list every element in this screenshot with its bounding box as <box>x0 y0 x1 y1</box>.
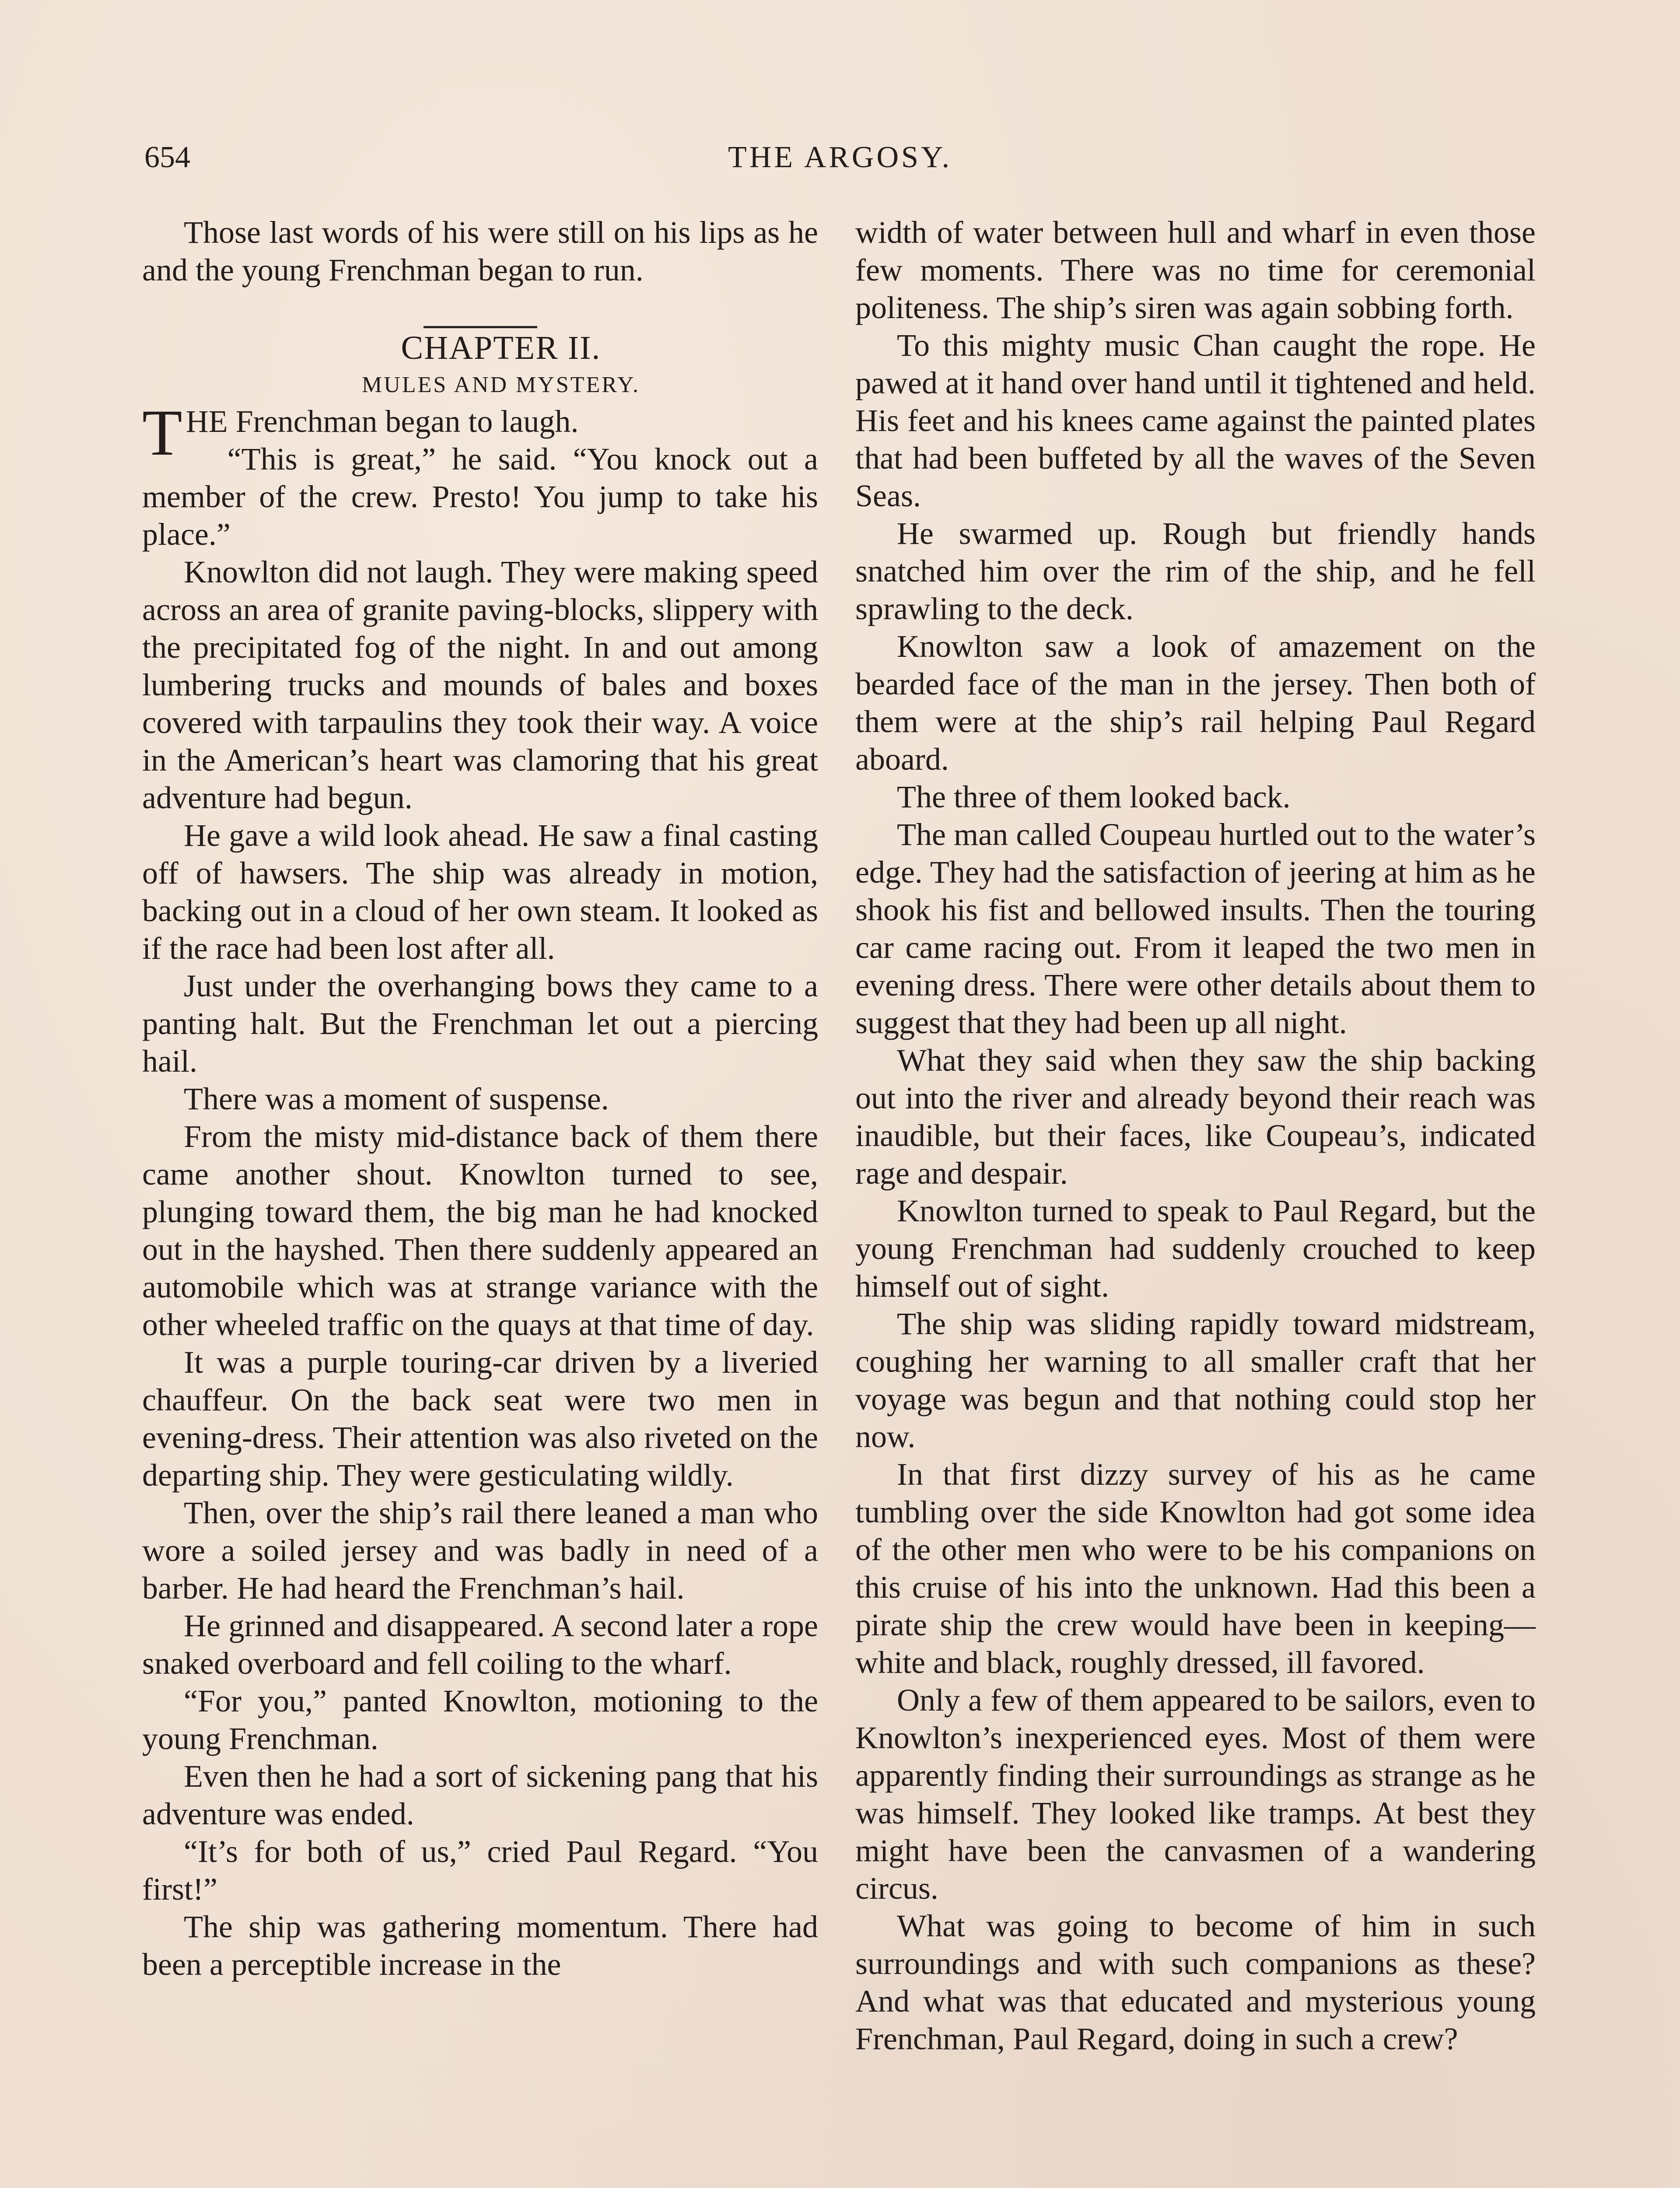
paragraph: The ship was sliding rapidly toward midstream, coughing her warning to all smaller craft that her voyage was begun and that nothing could stop her now. <box>855 1306 1536 1454</box>
page-header <box>144 131 1536 184</box>
paragraph: The man called Coupeau hurtled out to the water’s edge. They had the satisfaction of jeering at him as he shook his fist and bellowed insults. Then the touring car came racing out. From it leaped the two men in evening dress. There were other details about them to suggest that they had been up all night. <box>855 817 1536 1040</box>
paragraph: What was going to become of him in such surroundings and with such companions as these? And what was that educated and mysterious young Frenchman, Paul Regard, doing in such a crew? <box>855 1908 1536 2056</box>
paragraph: From the misty mid-distance back of them there came another shout. Knowlton turned to see, plunging toward them, the big man he had knocked out in the hayshed. Then there suddenly appeared an automobile which was at strange variance with the other wheeled traffic on the quays at that time of day. <box>142 1119 818 1342</box>
paragraph: Even then he had a sort of sickening pang that his adventure was ended. <box>142 1759 818 1831</box>
paragraph: He grinned and disappeared. A second later a rope snaked overboard and fell coiling to the wharf. <box>142 1608 818 1681</box>
paragraph: “For you,” panted Knowlton, motioning to the young Frenchman. <box>142 1683 818 1756</box>
drop-cap: T <box>142 396 182 469</box>
paragraph: The three of them looked back. <box>897 779 1291 814</box>
paragraph: Knowlton saw a look of amazement on the bearded face of the man in the jersey. Then both of them were at the ship’s rail helping Paul Regard aboard. <box>855 629 1536 777</box>
chapter-subtitle: MULES AND MYSTERY. <box>362 372 640 397</box>
paragraph: To this mighty music Chan caught the rope. He pawed at it hand over hand until it tightened and held. His feet and his knees came against the painted plates that had been buffeted by all the waves of the Seven Seas. <box>855 328 1536 513</box>
paragraph: “This is great,” he said. “You knock out a member of the crew. Presto! You jump to take his place.” <box>142 442 818 552</box>
paragraph: Then, over the ship’s rail there leaned a man who wore a soiled jersey and was badly in need of a barber. He had heard the Frenchman’s hail. <box>142 1495 818 1606</box>
paragraph: He gave a wild look ahead. He saw a final casting off of hawsers. The ship was already in motion, backing out in a cloud of her own steam. It looked as if the race had been lost after all. <box>142 818 818 966</box>
chapter-title: CHAPTER II. <box>401 330 601 366</box>
chapter-first-paragraph <box>142 396 818 469</box>
paragraph: He swarmed up. Rough but friendly hands snatched him over the rim of the ship, and he fell sprawling to the deck. <box>855 516 1536 626</box>
first-paragraph-text: HE Frenchman began to laugh. <box>186 404 579 439</box>
paragraph: It was a purple touring-car driven by a liveried chauffeur. On the back seat were two men in evening-dress. Their attention was also riveted on the departing ship. They were gesticulating wildly. <box>142 1345 818 1493</box>
running-title: THE ARGOSY. <box>728 140 952 174</box>
page-number: 654 <box>144 140 190 174</box>
paragraph: “It’s for both of us,” cried Paul Regard. “You first!” <box>142 1834 818 1907</box>
paragraph: Knowlton did not laugh. They were making speed across an area of granite paving-blocks, slippery with the precipitated fog of the night. In and out among lumbering trucks and mounds of bales and boxes covered with tarpaulins they took their way. A voice in the American’s heart was clamoring that his great adventure had begun. <box>142 554 818 815</box>
paragraph: The ship was gathering momentum. There had been a perceptible increase in the <box>142 1909 818 1982</box>
paragraph: What they said when they saw the ship backing out into the river and already beyond their reach was inaudible, but their faces, like Coupeau’s, indicated rage and despair. <box>855 1043 1536 1191</box>
continued-paragraph: width of water between hull and wharf in even those few moments. There was no time for ceremonial politeness. The ship’s siren was again sobbing forth. <box>855 215 1536 325</box>
paragraph: Knowlton turned to speak to Paul Regard, but the young Frenchman had suddenly crouched to keep himself out of sight. <box>855 1193 1536 1304</box>
paragraph: Only a few of them appeared to be sailors, even to Knowlton’s inexperienced eyes. Most of them were apparently finding their surroundings as strange as he was himself. They looked like tramps. At best they might have been the canvasmen of a wandering circus. <box>855 1683 1536 1906</box>
right-column <box>855 214 1536 2058</box>
opening-paragraph: Those last words of his were still on his lips as he and the young Frenchman began to run. <box>142 215 818 288</box>
paragraph: There was a moment of suspense. <box>184 1081 609 1116</box>
paragraph: In that first dizzy survey of his as he came tumbling over the side Knowlton had got some idea of the other men who were to be his companions on this cruise of his into the unknown. Had this been a pirate ship the crew would have been in keeping— white and black, roughly dressed, ill favored. <box>855 1457 1536 1680</box>
paragraph: Just under the overhanging bows they came to a panting halt. But the Frenchman let out a piercing hail. <box>142 968 818 1079</box>
left-column <box>142 214 818 1983</box>
